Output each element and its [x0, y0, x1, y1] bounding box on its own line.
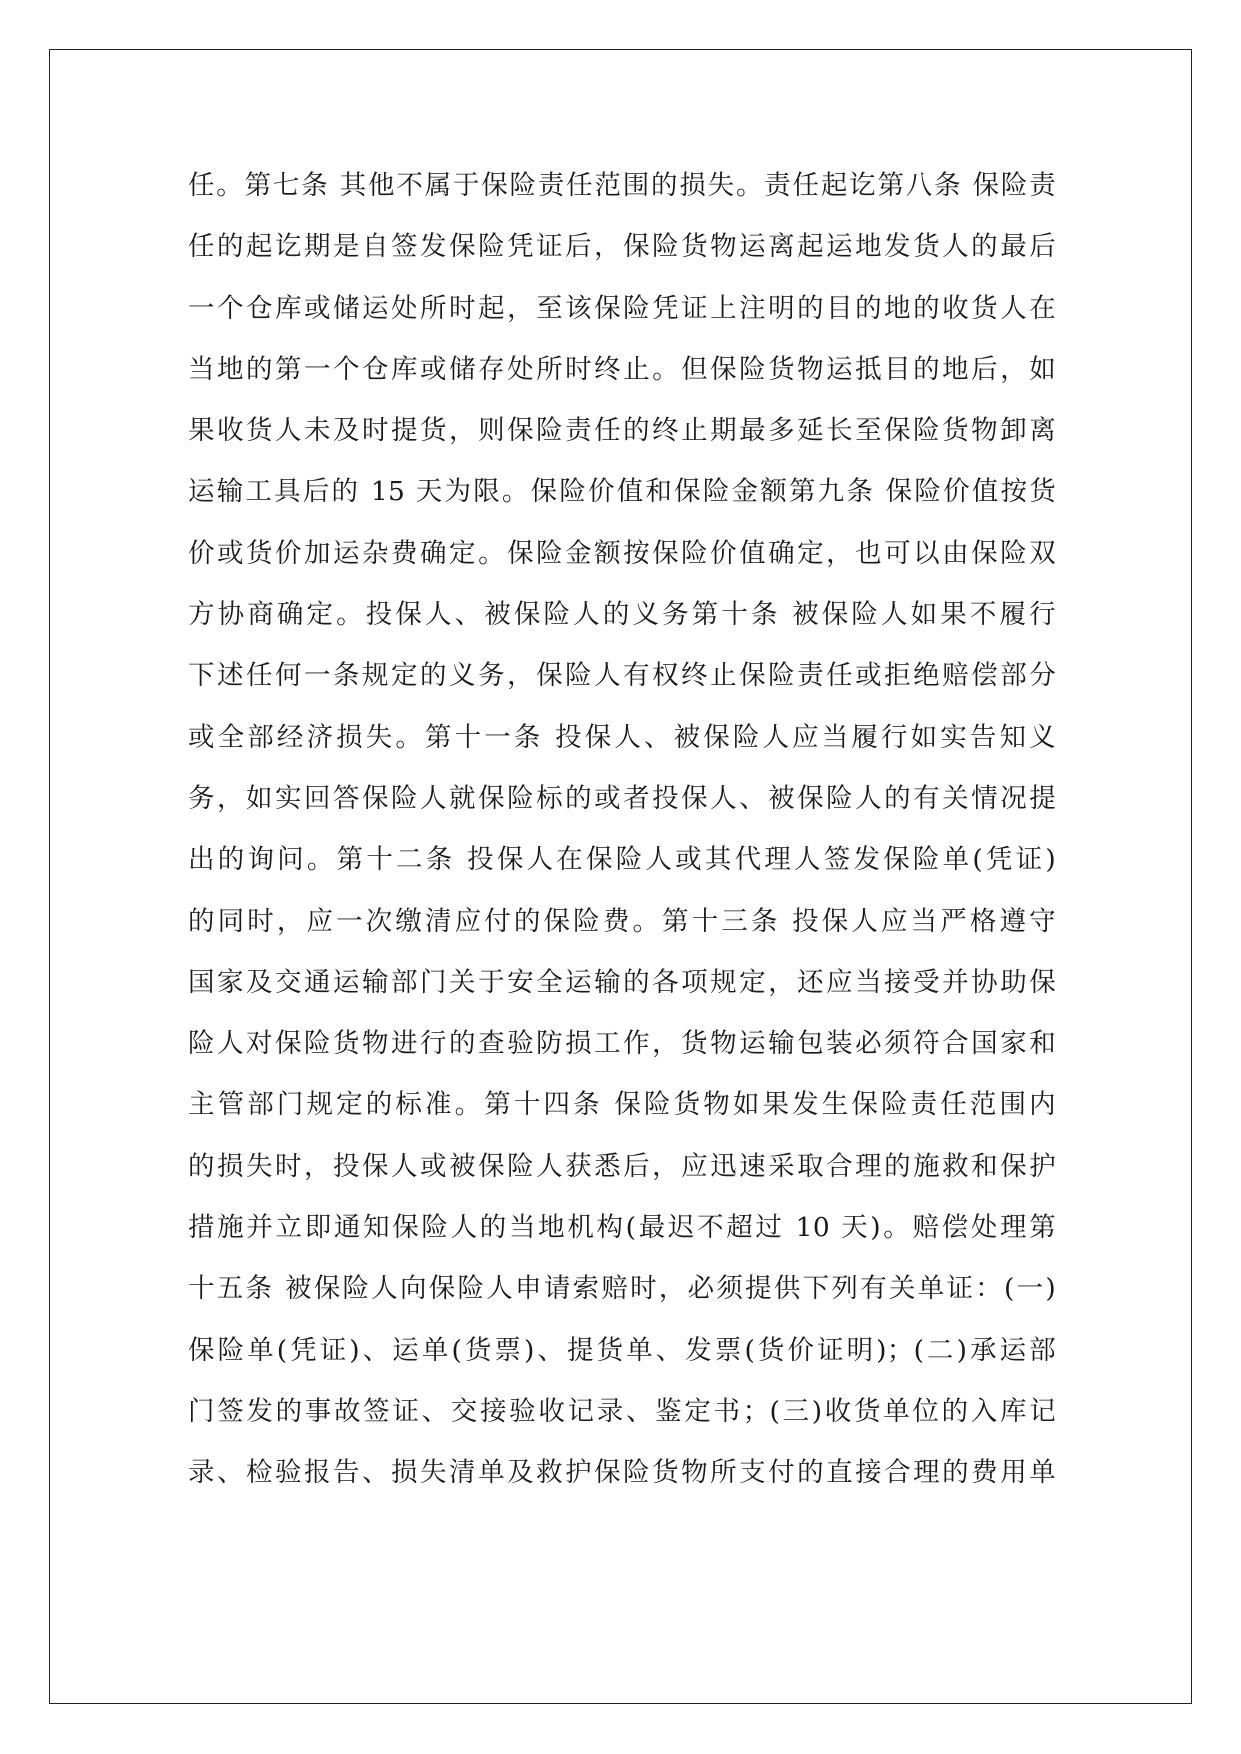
text-line: 十五条 被保险人向保险人申请索赔时，必须提供下列有关单证：(一)	[188, 1273, 1056, 1305]
text-line: 务，如实回答保险人就保险标的或者投保人、被保险人的有关情况提	[188, 782, 1056, 814]
text-line: 方协商确定。投保人、被保险人的义务第十条 被保险人如果不履行	[188, 599, 1056, 631]
text-line: 录、检验报告、损失清单及救护保险货物所支付的直接合理的费用单	[188, 1457, 1056, 1489]
text-line: 任的起讫期是自签发保险凭证后，保险货物运离起运地发货人的最后	[188, 231, 1056, 263]
text-line: 一个仓库或储运处所时起，至该保险凭证上注明的目的地的收货人在	[188, 292, 1056, 324]
text-line: 主管部门规定的标准。第十四条 保险货物如果发生保险责任范围内	[188, 1089, 1056, 1121]
text-line: 价或货价加运杂费确定。保险金额按保险价值确定，也可以由保险双	[188, 537, 1056, 569]
text-line: 运输工具后的 15 天为限。保险价值和保险金额第九条 保险价值按货	[188, 476, 1056, 508]
text-line: 或全部经济损失。第十一条 投保人、被保险人应当履行如实告知义	[188, 721, 1056, 753]
text-line: 国家及交通运输部门关于安全运输的各项规定，还应当接受并协助保	[188, 966, 1056, 998]
text-line: 果收货人未及时提货，则保险责任的终止期最多延长至保险货物卸离	[188, 415, 1056, 447]
text-line: 保险单(凭证)、运单(货票)、提货单、发票(货价证明)；(二)承运部	[188, 1334, 1056, 1366]
text-line: 的同时，应一次缴清应付的保险费。第十三条 投保人应当严格遵守	[188, 905, 1056, 937]
text-line: 门签发的事故签证、交接验收记录、鉴定书；(三)收货单位的入库记	[188, 1395, 1056, 1427]
text-line: 措施并立即通知保险人的当地机构(最迟不超过 10 天)。赔偿处理第	[188, 1212, 1056, 1244]
text-line: 出的询问。第十二条 投保人在保险人或其代理人签发保险单(凭证)	[188, 844, 1056, 876]
text-line: 险人对保险货物进行的查验防损工作，货物运输包装必须符合国家和	[188, 1028, 1056, 1060]
document-body	[188, 155, 1056, 1504]
text-line: 的损失时，投保人或被保险人获悉后，应迅速采取合理的施救和保护	[188, 1150, 1056, 1182]
text-line: 当地的第一个仓库或储存处所时终止。但保险货物运抵目的地后，如	[188, 353, 1056, 385]
text-line: 任。第七条 其他不属于保险责任范围的损失。责任起讫第八条 保险责	[188, 170, 1056, 201]
text-line: 下述任何一条规定的义务，保险人有权终止保险责任或拒绝赔偿部分	[188, 660, 1056, 692]
